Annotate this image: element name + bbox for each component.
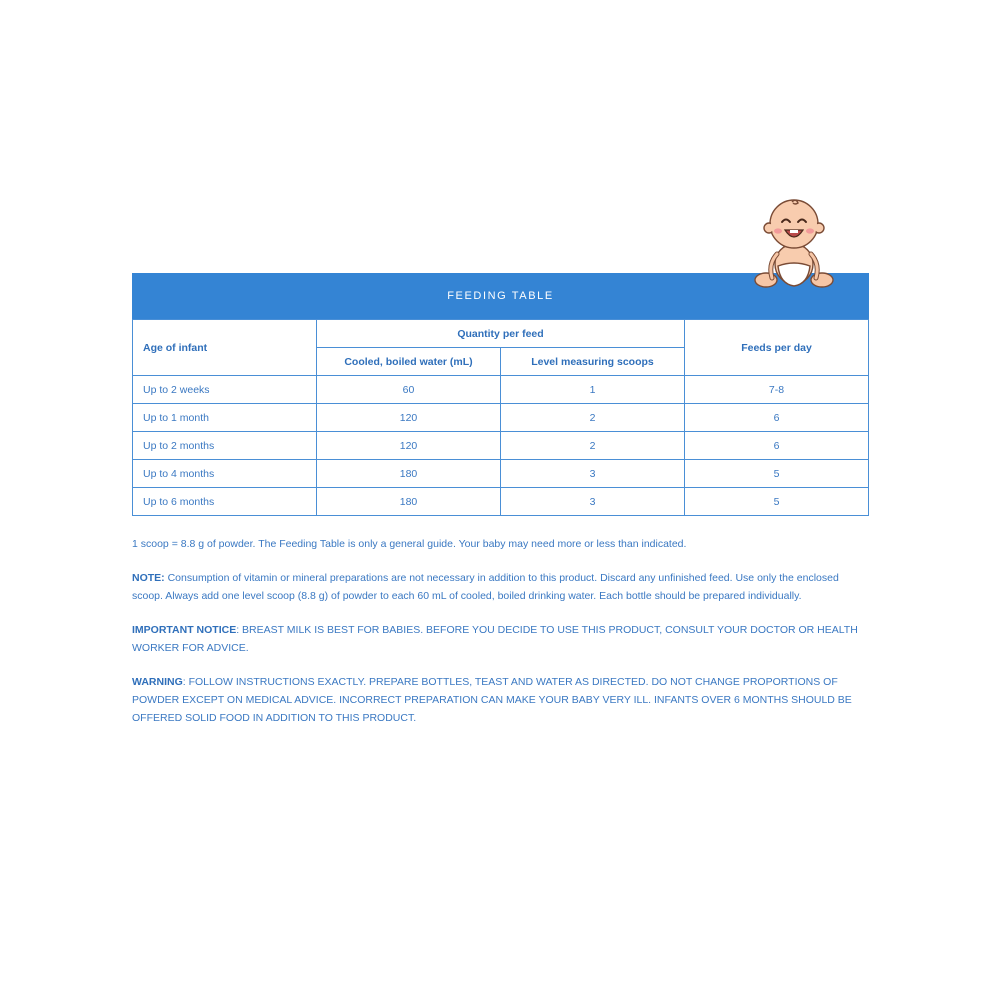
warning-paragraph — [132, 673, 872, 727]
feeding-table-title: FEEDING TABLE — [132, 273, 869, 319]
feeding-table — [132, 319, 869, 516]
cell-feeds: 7-8 — [685, 376, 869, 404]
table-row — [133, 488, 869, 516]
cell-age: Up to 2 months — [133, 432, 317, 460]
warning-text: : FOLLOW INSTRUCTIONS EXACTLY. PREPARE BOTTLES, TEAST AND WATER AS DIRECTED. DO NOT CHANGE PROPORTIONS OF POWDER EXCEPT ON MEDICAL ADVICE. INCORRECT PREPARATION CAN MAKE YOUR BABY VERY ILL. INFANTS OVER 6 MONTHS SHOULD BE OFFERED SOLID FOOD IN ADDITION TO THIS PRODUCT. — [132, 676, 852, 724]
important-label: IMPORTANT NOTICE — [132, 624, 237, 636]
cell-age: Up to 6 months — [133, 488, 317, 516]
cell-scoops: 3 — [501, 460, 685, 488]
table-row — [133, 404, 869, 432]
table-row — [133, 460, 869, 488]
note-text: Consumption of vitamin or mineral preparations are not necessary in addition to this product. Discard any unfinished feed. Use only the enclosed scoop. Always add one level scoop (8.8 g) of powder to each 60 mL of cooled, boiled drinking water. Each bottle should be prepared individually. — [132, 572, 839, 602]
cell-feeds: 6 — [685, 404, 869, 432]
header-age: Age of infant — [133, 320, 317, 376]
note-label: NOTE: — [132, 572, 165, 584]
cell-feeds: 5 — [685, 460, 869, 488]
cell-water: 180 — [317, 460, 501, 488]
header-feeds: Feeds per day — [685, 320, 869, 376]
cell-water: 60 — [317, 376, 501, 404]
cell-scoops: 2 — [501, 432, 685, 460]
instructions — [132, 535, 872, 743]
baby-mascot-icon — [752, 198, 838, 292]
header-scoops: Level measuring scoops — [501, 348, 685, 376]
scoop-note: 1 scoop = 8.8 g of powder. The Feeding Table is only a general guide. Your baby may need more or less than indicated. — [132, 538, 687, 550]
cell-water: 120 — [317, 404, 501, 432]
table-row — [133, 376, 869, 404]
feeding-table-card — [132, 273, 869, 516]
warning-label: WARNING — [132, 676, 183, 688]
important-text: : BREAST MILK IS BEST FOR BABIES. BEFORE YOU DECIDE TO USE THIS PRODUCT, CONSULT YOUR DOCTOR OR HEALTH WORKER FOR ADVICE. — [132, 624, 858, 654]
cell-scoops: 2 — [501, 404, 685, 432]
cell-water: 120 — [317, 432, 501, 460]
table-row — [133, 432, 869, 460]
cell-feeds: 6 — [685, 432, 869, 460]
cell-feeds: 5 — [685, 488, 869, 516]
cell-age: Up to 1 month — [133, 404, 317, 432]
cell-age: Up to 2 weeks — [133, 376, 317, 404]
cell-scoops: 3 — [501, 488, 685, 516]
header-water: Cooled, boiled water (mL) — [317, 348, 501, 376]
note-paragraph — [132, 569, 872, 605]
important-notice — [132, 621, 872, 657]
cell-scoops: 1 — [501, 376, 685, 404]
cell-age: Up to 4 months — [133, 460, 317, 488]
cell-water: 180 — [317, 488, 501, 516]
header-quantity: Quantity per feed — [317, 320, 685, 348]
